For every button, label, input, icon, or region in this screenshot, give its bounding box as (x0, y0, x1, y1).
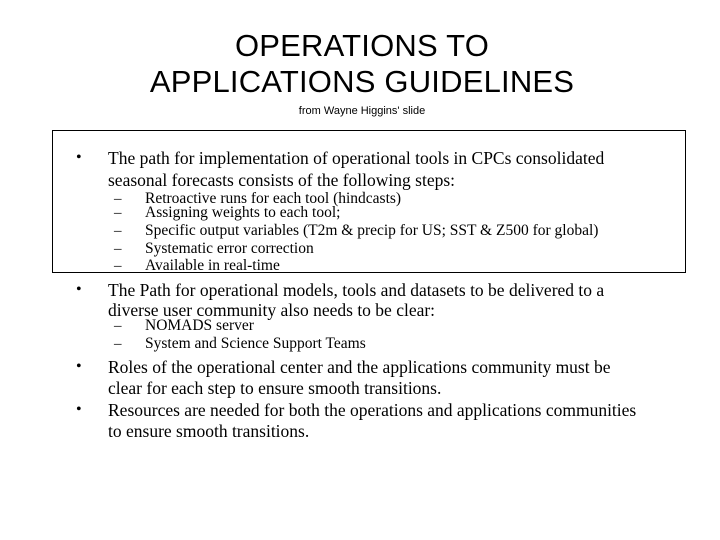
bullet-1-subitem: Available in real-time (145, 257, 280, 274)
bullet-marker: • (76, 149, 82, 166)
bullet-2-line-2: diverse user community also needs to be clear: (108, 300, 436, 320)
dash-marker: – (114, 223, 122, 239)
bullet-marker: • (76, 358, 82, 375)
dash-marker: – (114, 191, 122, 207)
bullet-4-line-1: Resources are needed for both the operations and applications communities (108, 400, 637, 420)
bullet-marker: • (76, 281, 82, 298)
bullet-2-subitem: NOMADS server (145, 317, 254, 334)
slide-title-line-1: OPERATIONS TO (234, 28, 490, 63)
bullet-2-subitem: System and Science Support Teams (145, 335, 366, 352)
bullet-4-line-2: to ensure smooth transitions. (108, 421, 310, 441)
bullet-3-line-2: clear for each step to ensure smooth transitions. (108, 378, 442, 398)
bullet-marker: • (76, 401, 82, 418)
dash-marker: – (114, 336, 122, 352)
bullet-2-line-1: The Path for operational models, tools and datasets to be delivered to a (108, 280, 605, 300)
bullet-1-subitem: Specific output variables (T2m & precip for US; SST & Z500 for global) (145, 222, 599, 239)
slide-subtitle: from Wayne Higgins' slide (298, 105, 426, 117)
bullet-1-subitem: Systematic error correction (145, 240, 314, 257)
dash-marker: – (114, 318, 122, 334)
bullet-3-line-1: Roles of the operational center and the applications community must be (108, 357, 611, 377)
dash-marker: – (114, 241, 122, 257)
dash-marker: – (114, 205, 122, 221)
bullet-1-subitem: Assigning weights to each tool; (145, 204, 341, 221)
bullet-1-line-1: The path for implementation of operational tools in CPCs consolidated (108, 148, 605, 168)
slide-title-line-2: APPLICATIONS GUIDELINES (149, 64, 575, 99)
bullet-1-line-2: seasonal forecasts consists of the following steps: (108, 170, 456, 190)
bullet-1-subitem: Retroactive runs for each tool (hindcasts) (145, 190, 402, 207)
dash-marker: – (114, 258, 122, 274)
